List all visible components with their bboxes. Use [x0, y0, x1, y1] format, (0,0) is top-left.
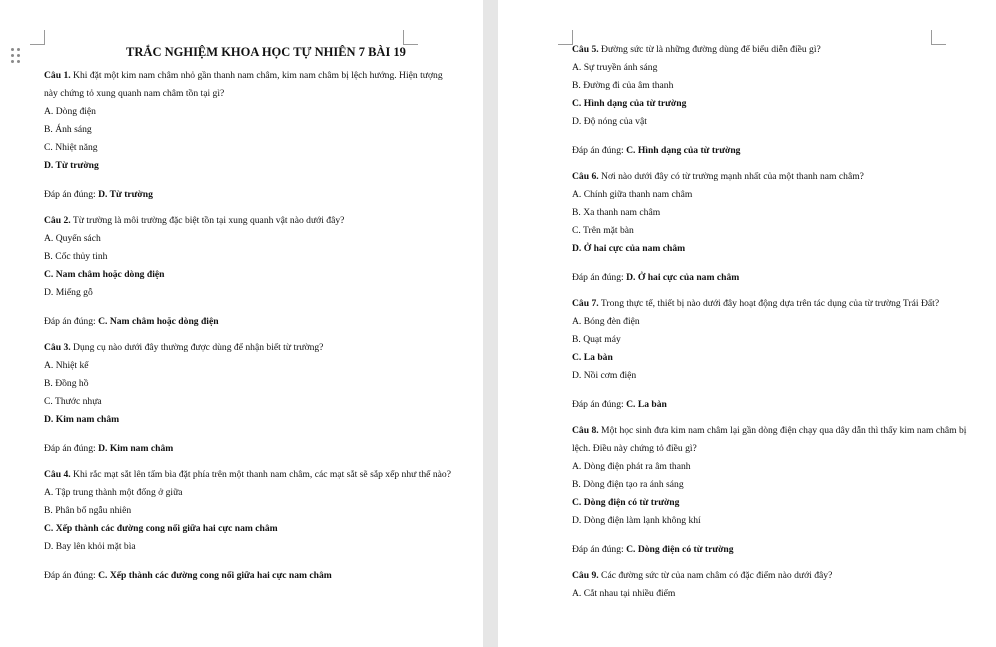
answer-option: A. Nhiệt kế: [44, 360, 89, 371]
correct-answer: [44, 313, 458, 331]
page-content: [572, 41, 984, 603]
answer-option: D. Nồi cơm điện: [572, 370, 637, 381]
answer-option: C. Xếp thành các đường cong nối giữa hai cực nam châm: [44, 523, 278, 534]
page-content: [44, 41, 458, 593]
answer-option: B. Ánh sáng: [44, 124, 92, 135]
document-page-left: [0, 0, 483, 647]
question-text: [44, 466, 458, 484]
correct-answer-label: Đáp án đúng:: [44, 570, 96, 581]
answer-option: D. Ở hai cực của nam châm: [572, 243, 686, 254]
correct-answer-label: Đáp án đúng:: [44, 189, 96, 200]
answer-option: A. Sự truyền ánh sáng: [572, 62, 658, 73]
answer-option: D. Từ trường: [44, 160, 99, 171]
answer-option: C. Trên mặt bàn: [572, 225, 634, 236]
correct-answer: [44, 440, 458, 458]
correct-answer: [44, 567, 458, 585]
answer-option: A. Quyển sách: [44, 233, 101, 244]
question-label: Câu 4.: [44, 469, 71, 480]
correct-answer: [572, 142, 984, 160]
question-body: Dụng cụ nào dưới đây thường được dùng để nhận biết từ trường?: [70, 342, 324, 353]
answer-option: A. Dòng điện phát ra âm thanh: [572, 461, 691, 472]
question-text: [572, 422, 984, 458]
answer-option: D. Bay lên khỏi mặt bìa: [44, 541, 136, 552]
answer-option: B. Đường đi của âm thanh: [572, 80, 674, 91]
question-body: Một học sinh đưa kim nam châm lại gần dòng điện chạy qua dây dẫn thì thấy kim nam châm bị lệch. Điều này chứng tỏ điều gì?: [572, 425, 967, 454]
question-text: [572, 295, 984, 313]
answer-option: A. Chính giữa thanh nam châm: [572, 189, 693, 200]
correct-answer-value: C. La bàn: [623, 399, 667, 410]
correct-answer-label: Đáp án đúng:: [572, 544, 624, 555]
answer-option: B. Xa thanh nam châm: [572, 207, 661, 218]
question-label: Câu 8.: [572, 425, 599, 436]
correct-answer-value: C. Dòng điện có từ trường: [623, 544, 734, 555]
correct-answer: [572, 541, 984, 559]
answer-option: B. Đồng hồ: [44, 378, 89, 389]
document-page-right: [498, 0, 996, 647]
margin-corner-mark: [558, 30, 573, 45]
answer-option: D. Miếng gỗ: [44, 287, 93, 298]
question-body: Khi đặt một kim nam châm nhỏ gần thanh nam châm, kim nam châm bị lệch hướng. Hiện tượng này chứng tỏ xung quanh nam châm tồn tại gì?: [44, 70, 443, 99]
question-label: Câu 6.: [572, 171, 599, 182]
answer-option: C. Hình dạng của từ trường: [572, 98, 687, 109]
answer-option: C. Nhiệt năng: [44, 142, 98, 153]
question-label: Câu 2.: [44, 215, 71, 226]
question-body: Nơi nào dưới đây có từ trường mạnh nhất của một thanh nam châm?: [598, 171, 864, 182]
answer-option: D. Độ nóng của vật: [572, 116, 647, 127]
question-text: [44, 339, 458, 357]
question-label: Câu 3.: [44, 342, 71, 353]
question-label: Câu 7.: [572, 298, 599, 309]
correct-answer: [44, 186, 458, 204]
answer-option: A. Tập trung thành một đống ở giữa: [44, 487, 183, 498]
question-label: Câu 5.: [572, 44, 599, 55]
correct-answer-label: Đáp án đúng:: [572, 272, 624, 283]
answer-option: C. Dòng điện có từ trường: [572, 497, 680, 508]
answer-option: D. Kim nam châm: [44, 414, 120, 425]
answer-option: B. Quạt máy: [572, 334, 621, 345]
answer-option: C. Nam châm hoặc dòng điện: [44, 269, 165, 280]
margin-corner-mark: [30, 30, 45, 45]
correct-answer-value: C. Nam châm hoặc dòng điện: [95, 316, 219, 327]
correct-answer-value: D. Từ trường: [95, 189, 153, 200]
correct-answer: [572, 269, 984, 287]
question-body: Các đường sức từ của nam châm có đặc điểm nào dưới đây?: [598, 570, 833, 581]
question-label: Câu 9.: [572, 570, 599, 581]
correct-answer: [572, 396, 984, 414]
correct-answer-value: D. Kim nam châm: [95, 443, 174, 454]
answer-option: B. Phân bố ngẫu nhiên: [44, 505, 132, 516]
answer-option: C. La bàn: [572, 352, 613, 363]
correct-answer-label: Đáp án đúng:: [44, 316, 96, 327]
question-text: [44, 212, 458, 230]
correct-answer-label: Đáp án đúng:: [572, 145, 624, 156]
question-text: [572, 41, 984, 59]
answer-option: A. Dòng điện: [44, 106, 96, 117]
answer-option: D. Dòng điện làm lạnh không khí: [572, 515, 701, 526]
document-title: TRẮC NGHIỆM KHOA HỌC TỰ NHIÊN 7 BÀI 19: [126, 45, 406, 59]
correct-answer-label: Đáp án đúng:: [44, 443, 96, 454]
correct-answer-value: D. Ở hai cực của nam châm: [623, 272, 740, 283]
question-body: Khi rắc mạt sắt lên tấm bìa đặt phía trên một thanh nam châm, các mạt sắt sẽ sắp xếp như thế nào?: [70, 469, 451, 480]
question-body: Trong thực tế, thiết bị nào dưới đây hoạt động dựa trên tác dụng của từ trường Trái Đất?: [598, 298, 940, 309]
question-body: Đường sức từ là những đường dùng để biểu diễn điều gì?: [598, 44, 821, 55]
answer-option: C. Thước nhựa: [44, 396, 102, 407]
drag-handle-icon[interactable]: [11, 48, 23, 64]
question-label: Câu 1.: [44, 70, 71, 81]
correct-answer-value: C. Xếp thành các đường cong nối giữa hai cực nam châm: [95, 570, 332, 581]
question-text: [572, 567, 984, 585]
correct-answer-label: Đáp án đúng:: [572, 399, 624, 410]
answer-option: B. Cốc thủy tinh: [44, 251, 108, 262]
answer-option: B. Dòng điện tạo ra ánh sáng: [572, 479, 684, 490]
answer-option: A. Bóng đèn điện: [572, 316, 640, 327]
answer-option: A. Cắt nhau tại nhiều điểm: [572, 588, 676, 599]
question-text: [44, 67, 458, 103]
question-list: [44, 67, 458, 585]
question-body: Từ trường là môi trường đặc biệt tồn tại xung quanh vật nào dưới đây?: [70, 215, 345, 226]
question-list: [572, 41, 984, 603]
question-text: [572, 168, 984, 186]
correct-answer-value: C. Hình dạng của từ trường: [623, 145, 741, 156]
